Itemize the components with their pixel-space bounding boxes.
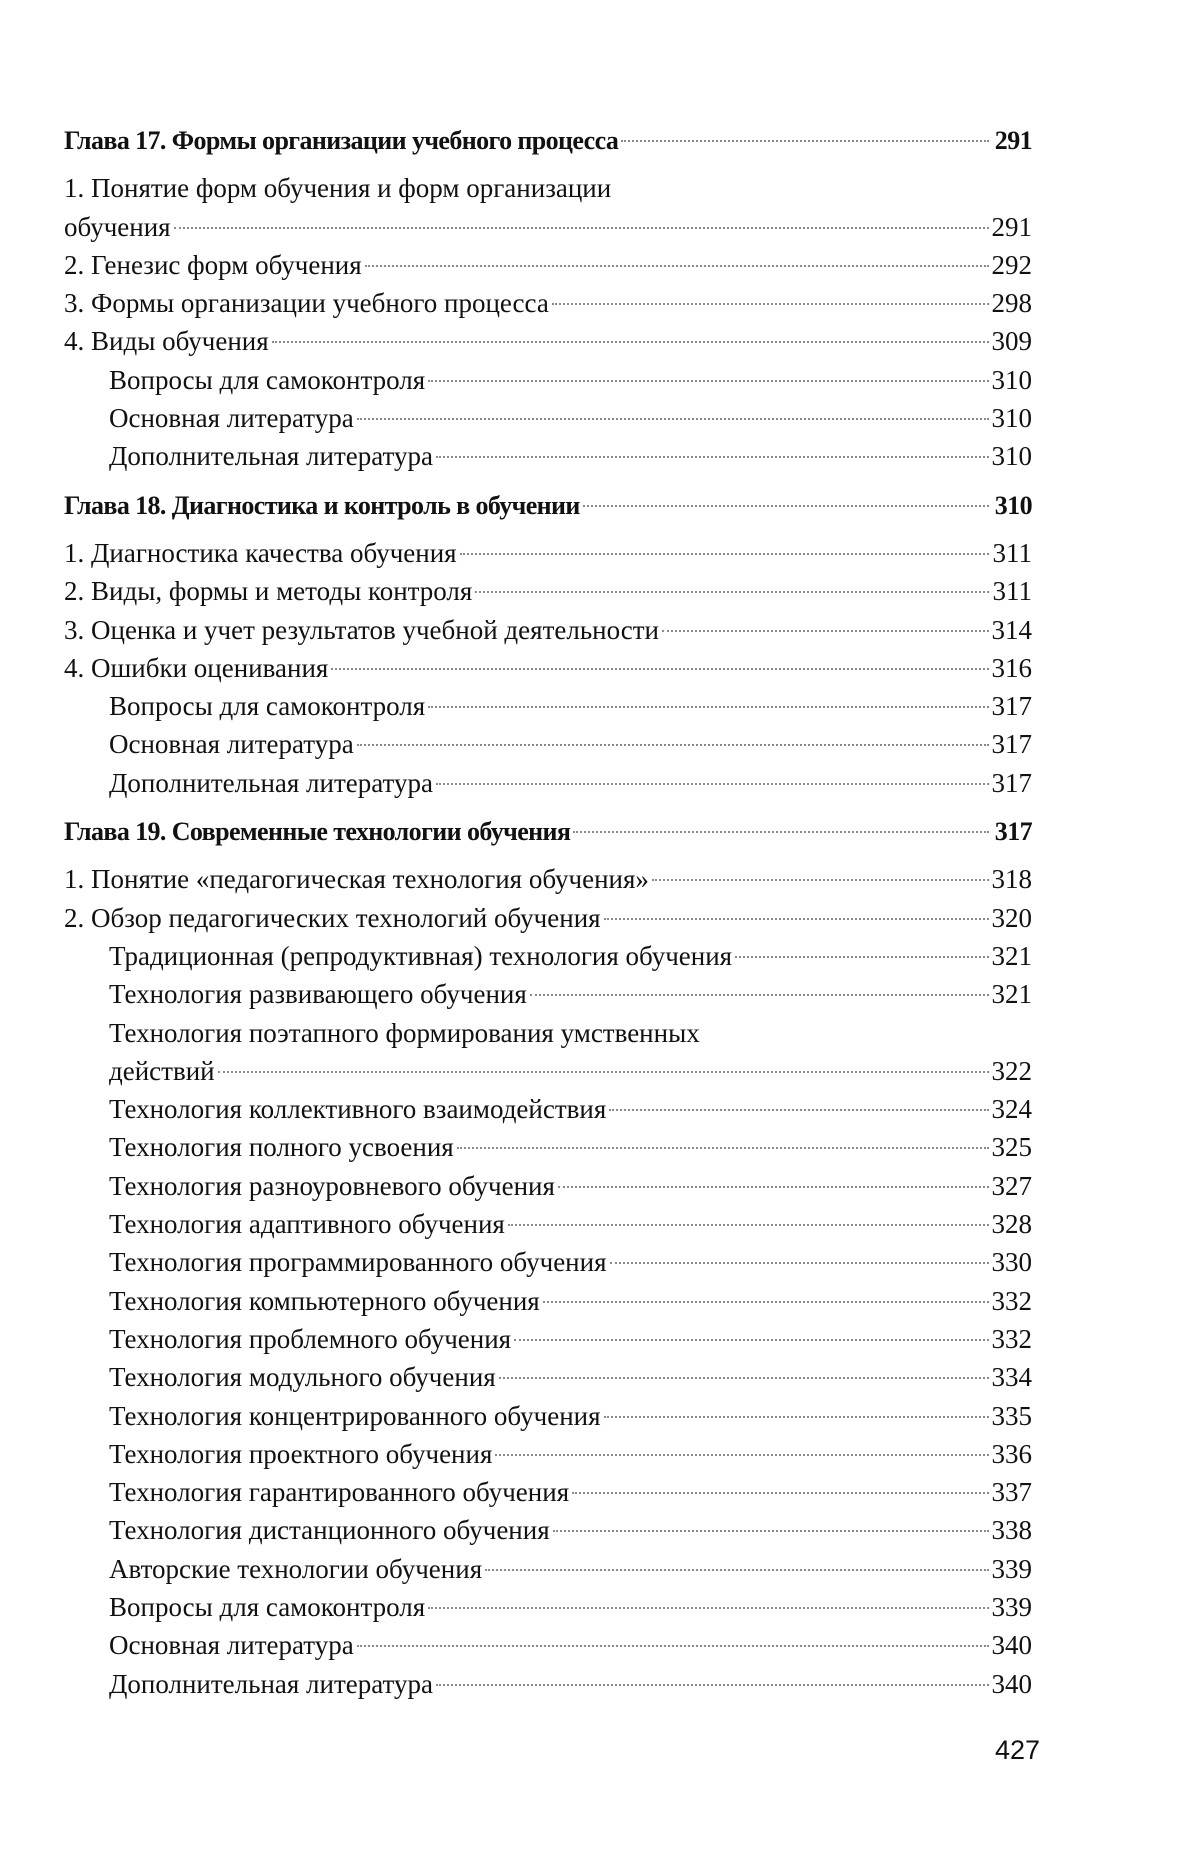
toc-page-number: 334 (991, 1362, 1032, 1393)
toc-entry (64, 611, 1032, 649)
toc-dot-leader (609, 1109, 988, 1111)
toc-entry-line (64, 1014, 1032, 1052)
toc-dot-leader (457, 1147, 989, 1149)
toc-entry (64, 208, 1032, 246)
toc-page-number: 321 (991, 940, 1032, 971)
toc-entry-title: Технология модульного обучения (109, 1362, 496, 1393)
toc-entry-title: 2. Виды, формы и методы контроля (64, 576, 473, 607)
toc-dot-leader (583, 505, 989, 507)
toc-entry-title: Технология коллективного взаимодействия (109, 1094, 607, 1125)
toc-dot-leader (543, 1301, 989, 1303)
toc-page-number: 332 (991, 1323, 1032, 1354)
toc-entry (64, 1090, 1032, 1128)
toc-page-number: 316 (991, 652, 1032, 683)
toc-dot-leader (514, 1339, 988, 1341)
toc-entry-title: Технология компьютерного обучения (109, 1285, 540, 1316)
toc-entry-title: Технология развивающего обучения (109, 979, 527, 1010)
toc-page-number: 310 (991, 403, 1032, 434)
toc-page-number: 317 (991, 767, 1032, 798)
toc-entry-title: Вопросы для самоконтроля (109, 1591, 426, 1622)
toc-entry-title: Основная литература (109, 1630, 354, 1661)
toc-entry-title: Дополнительная литература (109, 441, 433, 472)
toc-entry-title: Традиционная (репродуктивная) технология обучения (109, 940, 733, 971)
toc-dot-leader (357, 418, 989, 420)
toc-dot-leader (174, 227, 989, 229)
toc-page-number: 324 (991, 1094, 1032, 1125)
toc-dot-leader (357, 744, 989, 746)
toc-entry (64, 649, 1032, 687)
toc-entry-title: Дополнительная литература (109, 767, 433, 798)
toc-entry-title: Технология проблемного обучения (109, 1323, 512, 1354)
toc-page-number: 332 (991, 1285, 1032, 1316)
toc-dot-leader (530, 994, 989, 996)
toc-entry-title: действий (109, 1055, 215, 1086)
toc-page-number: 336 (991, 1438, 1032, 1469)
toc-entry-title: Авторские технологии обучения (109, 1553, 483, 1584)
toc-dot-leader (558, 1186, 989, 1188)
toc-entry-title: Глава 18. Диагностика и контроль в обучении (64, 490, 580, 520)
toc-dot-leader (553, 1530, 989, 1532)
toc-entry (64, 1397, 1032, 1435)
toc-dot-leader (652, 879, 989, 881)
toc-entry (64, 1358, 1032, 1396)
toc-page-number: 317 (991, 691, 1032, 722)
toc-entry (64, 1665, 1032, 1703)
toc-page-number: 310 (991, 441, 1032, 472)
toc-page-number: 311 (992, 537, 1032, 568)
toc-dot-leader (621, 140, 989, 142)
toc-entry-title: Глава 19. Современные технологии обучения (64, 817, 571, 847)
toc-page-number: 340 (991, 1668, 1032, 1699)
toc-page-number: 330 (991, 1247, 1032, 1278)
toc-dot-leader (436, 456, 989, 458)
toc-entry-title: Технология программированного обучения (109, 1247, 607, 1278)
toc-page-number: 328 (991, 1209, 1032, 1240)
toc-entry-title: Глава 17. Формы организации учебного процесса (64, 126, 619, 155)
toc-dot-leader (428, 706, 988, 708)
toc-page-number: 317 (994, 817, 1032, 847)
toc-entry-title: 3. Формы организации учебного процесса (64, 288, 549, 319)
toc-page-number: 317 (991, 729, 1032, 760)
toc-entry (64, 1128, 1032, 1166)
toc-entry-title: 3. Оценка и учет результатов учебной деятельности (64, 614, 659, 645)
toc-entry-title: Вопросы для самоконтроля (109, 364, 426, 395)
toc-dot-leader (436, 1684, 989, 1686)
toc-entry-title: Технология концентрированного обучения (109, 1400, 601, 1431)
toc-entry (64, 1626, 1032, 1664)
toc-chapter-heading (64, 813, 1032, 851)
toc-page-number: 338 (991, 1515, 1032, 1546)
toc-page-number: 310 (994, 490, 1032, 520)
toc-entry (64, 361, 1032, 399)
toc-entry-title: Технология проектного обучения (109, 1438, 493, 1469)
toc-entry (64, 937, 1032, 975)
toc-entry-title: 2. Генезис форм обучения (64, 249, 362, 280)
toc-dot-leader (573, 831, 989, 833)
toc-page-number: 337 (991, 1477, 1032, 1508)
toc-dot-leader (218, 1071, 989, 1073)
toc-page-number: 320 (991, 902, 1032, 933)
toc-entry (64, 1588, 1032, 1626)
toc-dot-leader (604, 1416, 989, 1418)
toc-entry (64, 860, 1032, 898)
toc-dot-leader (552, 303, 989, 305)
toc-entry-title: 1. Понятие «педагогическая технология обучения» (64, 864, 649, 895)
toc-page-number: 318 (991, 864, 1032, 895)
toc-entry (64, 1167, 1032, 1205)
toc-entry-title: Вопросы для самоконтроля (109, 691, 426, 722)
toc-page-number: 335 (991, 1400, 1032, 1431)
toc-dot-leader (428, 1607, 988, 1609)
toc-entry-title: Технология дистанционного обучения (109, 1515, 550, 1546)
toc-entry (64, 572, 1032, 610)
toc-entry (64, 1550, 1032, 1588)
toc-entry-title: обучения (64, 211, 171, 242)
toc-entry (64, 534, 1032, 572)
toc-entry-title: Основная литература (109, 403, 354, 434)
toc-entry (64, 1282, 1032, 1320)
toc-page-number: 314 (991, 614, 1032, 645)
toc-entry (64, 764, 1032, 802)
toc-entry (64, 399, 1032, 437)
toc-page-number: 292 (991, 249, 1032, 280)
toc-entry-title: Технология поэтапного формирования умственных (109, 1017, 700, 1048)
toc-dot-leader (357, 1645, 989, 1647)
toc-page-number: 322 (991, 1055, 1032, 1086)
toc-entry-title: 4. Виды обучения (64, 326, 269, 357)
page-number: 427 (994, 1735, 1040, 1765)
toc-entry-title: Основная литература (109, 729, 354, 760)
toc-dot-leader (499, 1377, 989, 1379)
toc-dot-leader (460, 553, 989, 555)
toc-dot-leader (604, 918, 989, 920)
toc-dot-leader (331, 668, 988, 670)
toc-entry-title: Технология разноуровневого обучения (109, 1170, 555, 1201)
toc-page-number: 311 (992, 576, 1032, 607)
toc-entry (64, 437, 1032, 475)
toc-dot-leader (508, 1224, 989, 1226)
toc-entry (64, 322, 1032, 360)
toc-dot-leader (272, 341, 989, 343)
toc-dot-leader (662, 630, 989, 632)
toc-entry (64, 687, 1032, 725)
toc-page-number: 298 (991, 288, 1032, 319)
toc-page-number: 339 (991, 1591, 1032, 1622)
toc-entry (64, 899, 1032, 937)
toc-page-number: 291 (991, 211, 1032, 242)
toc-entry-title: 4. Ошибки оценивания (64, 652, 329, 683)
toc-entry (64, 1243, 1032, 1281)
toc-page-number: 340 (991, 1630, 1032, 1661)
toc-entry (64, 1052, 1032, 1090)
toc-entry (64, 1320, 1032, 1358)
toc-chapter-heading (64, 487, 1032, 525)
toc-dot-leader (475, 591, 989, 593)
toc-entry (64, 1205, 1032, 1243)
toc-entry-title: Технология гарантированного обучения (109, 1477, 570, 1508)
toc-page-number: 310 (991, 364, 1032, 395)
toc-entry (64, 284, 1032, 322)
toc-entry (64, 246, 1032, 284)
toc-entry (64, 975, 1032, 1013)
toc-dot-leader (428, 380, 988, 382)
toc-entry (64, 1473, 1032, 1511)
toc-entry-title: Технология полного усвоения (109, 1132, 454, 1163)
toc-entry-title: 1. Понятие форм обучения и форм организации (64, 173, 612, 204)
toc-page-number: 339 (991, 1553, 1032, 1584)
toc-dot-leader (735, 956, 988, 958)
toc-dot-leader (610, 1262, 989, 1264)
toc-entry (64, 1511, 1032, 1549)
table-of-contents (64, 122, 1032, 1703)
toc-dot-leader (495, 1454, 988, 1456)
toc-page-number: 321 (991, 979, 1032, 1010)
toc-entry-title: Технология адаптивного обучения (109, 1209, 505, 1240)
toc-page-number: 325 (991, 1132, 1032, 1163)
toc-entry (64, 1435, 1032, 1473)
toc-dot-leader (485, 1569, 988, 1571)
toc-page-number: 309 (991, 326, 1032, 357)
toc-chapter-heading (64, 122, 1032, 160)
toc-page-number: 327 (991, 1170, 1032, 1201)
toc-dot-leader (365, 265, 989, 267)
toc-entry-title: 2. Обзор педагогических технологий обучения (64, 902, 601, 933)
toc-entry (64, 725, 1032, 763)
toc-entry-title: Дополнительная литература (109, 1668, 433, 1699)
toc-page-number: 291 (994, 126, 1032, 155)
toc-entry-line (64, 169, 1032, 207)
toc-entry-title: 1. Диагностика качества обучения (64, 537, 457, 568)
toc-dot-leader (572, 1492, 988, 1494)
toc-dot-leader (436, 783, 989, 785)
